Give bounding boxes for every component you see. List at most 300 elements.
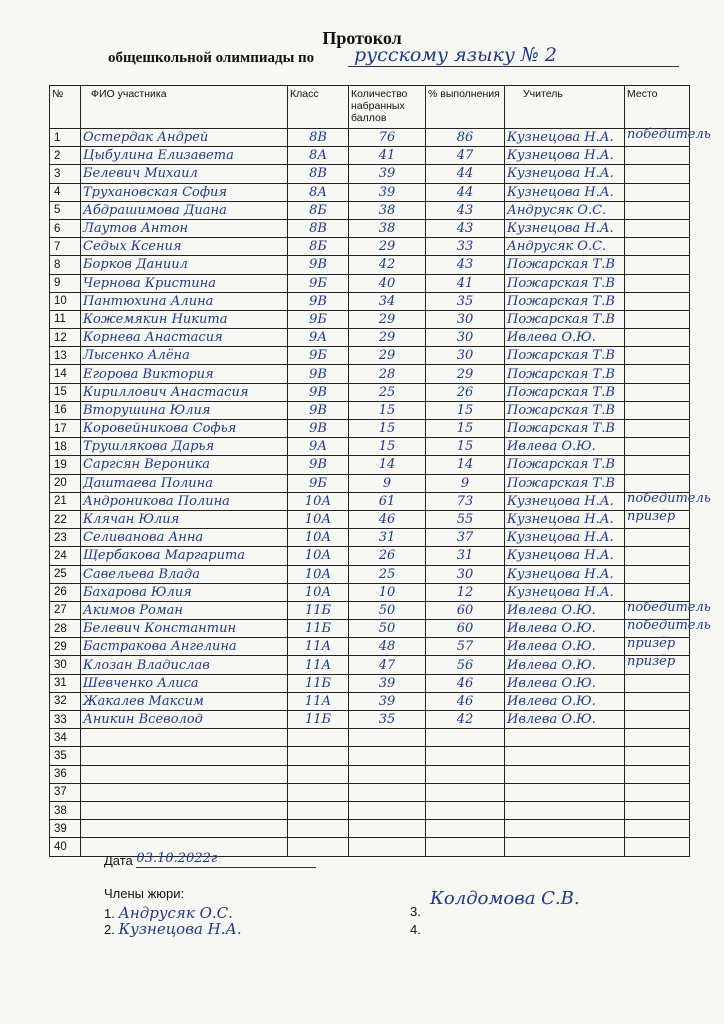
percent-cell: 56 bbox=[426, 656, 505, 674]
teacher-cell: Андрусяк О.С. bbox=[505, 238, 625, 256]
score-cell: 15 bbox=[349, 438, 426, 456]
protocol-subtitle: общешкольной олимпиады по bbox=[108, 50, 315, 66]
teacher-cell: Кузнецова Н.А. bbox=[505, 529, 625, 547]
table-row bbox=[50, 438, 690, 456]
participant-name: Чернова Кристина bbox=[81, 274, 288, 292]
table-row bbox=[50, 456, 690, 474]
teacher-cell: Пожарская Т.В bbox=[505, 256, 625, 274]
table-row bbox=[50, 801, 690, 819]
jury-member-4 bbox=[410, 920, 421, 938]
row-number: 12 bbox=[50, 329, 81, 347]
teacher-cell: Кузнецова Н.А. bbox=[505, 510, 625, 528]
table-row bbox=[50, 347, 690, 365]
row-number: 21 bbox=[50, 492, 81, 510]
score-cell bbox=[349, 765, 426, 783]
participant-name bbox=[81, 801, 288, 819]
participant-name: Пантюхина Алина bbox=[81, 292, 288, 310]
percent-cell: 43 bbox=[426, 219, 505, 237]
participant-name: Седых Ксения bbox=[81, 238, 288, 256]
row-number: 5 bbox=[50, 201, 81, 219]
place-value: призёр bbox=[627, 636, 676, 652]
score-cell: 39 bbox=[349, 165, 426, 183]
place-cell bbox=[625, 127, 711, 147]
class-cell: 8А bbox=[288, 183, 349, 201]
class-cell: 9А bbox=[288, 329, 349, 347]
place-cell bbox=[625, 201, 690, 219]
table-row bbox=[50, 747, 690, 765]
row-number: 37 bbox=[50, 783, 81, 801]
participant-name: Белевич Михаил bbox=[81, 165, 288, 183]
teacher-cell bbox=[505, 820, 625, 838]
score-cell: 40 bbox=[349, 274, 426, 292]
percent-cell: 42 bbox=[426, 711, 505, 729]
score-cell: 29 bbox=[349, 238, 426, 256]
jury-signature: Кузнецова Н.А. bbox=[118, 920, 242, 938]
row-number: 4 bbox=[50, 183, 81, 201]
table-row bbox=[50, 274, 690, 292]
class-cell: 11А bbox=[288, 638, 349, 656]
percent-cell: 15 bbox=[426, 401, 505, 419]
place-cell bbox=[625, 801, 690, 819]
class-cell: 9Б bbox=[288, 474, 349, 492]
teacher-cell: Андрусяк О.С. bbox=[505, 201, 625, 219]
percent-cell bbox=[426, 747, 505, 765]
participant-name: Абдрашимова Диана bbox=[81, 201, 288, 219]
subject-handwritten: русскому языку № 2 bbox=[348, 44, 679, 67]
place-cell bbox=[625, 692, 690, 710]
col-header-number: № bbox=[50, 86, 81, 129]
class-cell: 11А bbox=[288, 656, 349, 674]
class-cell: 9Б bbox=[288, 347, 349, 365]
jury-number: 3. bbox=[410, 904, 421, 919]
participant-name: Щербакова Маргарита bbox=[81, 547, 288, 565]
percent-cell: 60 bbox=[426, 620, 505, 638]
percent-cell: 30 bbox=[426, 347, 505, 365]
place-cell bbox=[625, 147, 690, 165]
teacher-cell: Пожарская Т.В bbox=[505, 401, 625, 419]
row-number: 33 bbox=[50, 711, 81, 729]
participant-name: Андроникова Полина bbox=[81, 492, 288, 510]
col-header-place: Место bbox=[625, 86, 690, 129]
participant-name: Акимов Роман bbox=[81, 601, 288, 619]
place-cell bbox=[625, 529, 690, 547]
score-cell bbox=[349, 783, 426, 801]
score-cell: 10 bbox=[349, 583, 426, 601]
row-number: 7 bbox=[50, 238, 81, 256]
teacher-cell: Ивлева О.Ю. bbox=[505, 674, 625, 692]
place-cell bbox=[625, 638, 690, 656]
table-row bbox=[50, 310, 690, 328]
teacher-cell: Пожарская Т.В bbox=[505, 456, 625, 474]
percent-cell: 9 bbox=[426, 474, 505, 492]
class-cell: 9В bbox=[288, 401, 349, 419]
score-cell: 42 bbox=[349, 256, 426, 274]
place-cell bbox=[625, 656, 690, 674]
teacher-cell bbox=[505, 747, 625, 765]
score-cell: 31 bbox=[349, 529, 426, 547]
teacher-cell: Кузнецова Н.А. bbox=[505, 183, 625, 201]
place-cell bbox=[625, 310, 690, 328]
row-number: 16 bbox=[50, 401, 81, 419]
percent-cell bbox=[426, 729, 505, 747]
table-row bbox=[50, 601, 690, 619]
jury-number: 1. bbox=[104, 906, 115, 921]
score-cell: 46 bbox=[349, 510, 426, 528]
teacher-cell: Кузнецова Н.А. bbox=[505, 129, 625, 147]
participant-name: Трухановская София bbox=[81, 183, 288, 201]
place-value: победитель bbox=[627, 490, 711, 506]
percent-cell bbox=[426, 838, 505, 856]
participant-name: Даштаева Полина bbox=[81, 474, 288, 492]
table-row bbox=[50, 529, 690, 547]
percent-cell: 73 bbox=[426, 492, 505, 510]
table-row bbox=[50, 147, 690, 165]
place-value: победитель bbox=[627, 127, 711, 142]
score-cell: 76 bbox=[349, 129, 426, 147]
teacher-cell: Пожарская Т.В bbox=[505, 274, 625, 292]
jury-number: 4. bbox=[410, 922, 421, 937]
teacher-cell: Пожарская Т.В bbox=[505, 474, 625, 492]
participant-name: Белевич Константин bbox=[81, 620, 288, 638]
place-cell bbox=[625, 838, 690, 856]
class-cell bbox=[288, 801, 349, 819]
class-cell: 10А bbox=[288, 565, 349, 583]
score-cell: 61 bbox=[349, 492, 426, 510]
percent-cell bbox=[426, 783, 505, 801]
row-number: 19 bbox=[50, 456, 81, 474]
score-cell: 38 bbox=[349, 201, 426, 219]
participant-name: Саргсян Вероника bbox=[81, 456, 288, 474]
table-row bbox=[50, 201, 690, 219]
participant-name bbox=[81, 783, 288, 801]
participant-name bbox=[81, 820, 288, 838]
place-value: победитель bbox=[627, 618, 711, 634]
participant-name: Шевченко Алиса bbox=[81, 674, 288, 692]
table-row bbox=[50, 165, 690, 183]
class-cell: 8В bbox=[288, 219, 349, 237]
percent-cell: 31 bbox=[426, 547, 505, 565]
percent-cell: 44 bbox=[426, 165, 505, 183]
row-number: 8 bbox=[50, 256, 81, 274]
participant-name bbox=[81, 765, 288, 783]
percent-cell: 60 bbox=[426, 601, 505, 619]
class-cell: 8А bbox=[288, 147, 349, 165]
row-number: 18 bbox=[50, 438, 81, 456]
score-cell: 9 bbox=[349, 474, 426, 492]
table-row bbox=[50, 620, 690, 638]
participant-name: Кожемякин Никита bbox=[81, 310, 288, 328]
date-label: Дата bbox=[104, 853, 133, 868]
participant-name: Клячан Юлия bbox=[81, 510, 288, 528]
percent-cell: 30 bbox=[426, 565, 505, 583]
place-cell bbox=[625, 292, 690, 310]
score-cell: 50 bbox=[349, 601, 426, 619]
table-header-row bbox=[50, 86, 690, 129]
col-header-teacher: Учитель bbox=[505, 86, 625, 129]
score-cell bbox=[349, 820, 426, 838]
class-cell: 9В bbox=[288, 256, 349, 274]
row-number: 17 bbox=[50, 420, 81, 438]
score-cell bbox=[349, 729, 426, 747]
table-row bbox=[50, 365, 690, 383]
row-number: 25 bbox=[50, 565, 81, 583]
place-cell bbox=[625, 165, 690, 183]
score-cell bbox=[349, 838, 426, 856]
teacher-cell: Ивлева О.Ю. bbox=[505, 329, 625, 347]
table-row bbox=[50, 238, 690, 256]
class-cell bbox=[288, 783, 349, 801]
table-row bbox=[50, 401, 690, 419]
place-cell bbox=[625, 183, 690, 201]
score-cell: 25 bbox=[349, 565, 426, 583]
row-number: 22 bbox=[50, 510, 81, 528]
place-cell bbox=[625, 783, 690, 801]
class-cell bbox=[288, 765, 349, 783]
table-row bbox=[50, 692, 690, 710]
participant-name: Савельева Влада bbox=[81, 565, 288, 583]
score-cell bbox=[349, 801, 426, 819]
protocol-title: Протокол bbox=[322, 28, 402, 48]
place-cell bbox=[625, 365, 690, 383]
percent-cell: 15 bbox=[426, 438, 505, 456]
table-row bbox=[50, 711, 690, 729]
percent-cell: 30 bbox=[426, 310, 505, 328]
participant-name: Бастракова Ангелина bbox=[81, 638, 288, 656]
percent-cell: 44 bbox=[426, 183, 505, 201]
place-cell bbox=[625, 711, 690, 729]
participant-name: Вторушина Юлия bbox=[81, 401, 288, 419]
teacher-cell: Кузнецова Н.А. bbox=[505, 547, 625, 565]
row-number: 20 bbox=[50, 474, 81, 492]
participant-name: Клозан Владислав bbox=[81, 656, 288, 674]
jury-signature-3: Колдомова С.В. bbox=[430, 888, 580, 909]
table-row bbox=[50, 329, 690, 347]
percent-cell: 47 bbox=[426, 147, 505, 165]
class-cell: 11Б bbox=[288, 711, 349, 729]
teacher-cell: Ивлева О.Ю. bbox=[505, 656, 625, 674]
participant-name: Корнева Анастасия bbox=[81, 329, 288, 347]
participant-name: Остердак Андрей bbox=[81, 129, 288, 147]
participant-name: Кириллович Анастасия bbox=[81, 383, 288, 401]
place-cell bbox=[625, 383, 690, 401]
participant-name: Борков Даниил bbox=[81, 256, 288, 274]
table-row bbox=[50, 583, 690, 601]
row-number: 14 bbox=[50, 365, 81, 383]
place-cell bbox=[625, 747, 690, 765]
jury-signature: Андрусяк О.С. bbox=[118, 904, 233, 922]
teacher-cell: Пожарская Т.В bbox=[505, 292, 625, 310]
percent-cell: 33 bbox=[426, 238, 505, 256]
table-row bbox=[50, 256, 690, 274]
row-number: 6 bbox=[50, 219, 81, 237]
class-cell: 11Б bbox=[288, 601, 349, 619]
class-cell: 10А bbox=[288, 510, 349, 528]
score-cell: 29 bbox=[349, 329, 426, 347]
row-number: 39 bbox=[50, 820, 81, 838]
score-cell bbox=[349, 747, 426, 765]
score-cell: 25 bbox=[349, 383, 426, 401]
teacher-cell: Ивлева О.Ю. bbox=[505, 711, 625, 729]
place-cell bbox=[625, 599, 711, 619]
class-cell: 9В bbox=[288, 292, 349, 310]
participant-name: Аникин Всеволод bbox=[81, 711, 288, 729]
jury-number: 2. bbox=[104, 922, 115, 937]
score-cell: 38 bbox=[349, 219, 426, 237]
percent-cell: 46 bbox=[426, 674, 505, 692]
class-cell: 11Б bbox=[288, 620, 349, 638]
teacher-cell: Пожарская Т.В bbox=[505, 420, 625, 438]
table-row bbox=[50, 656, 690, 674]
participant-name: Коровейникова Софья bbox=[81, 420, 288, 438]
class-cell bbox=[288, 747, 349, 765]
col-header-score: Количество набранных баллов bbox=[349, 86, 426, 129]
row-number: 23 bbox=[50, 529, 81, 547]
score-cell: 39 bbox=[349, 692, 426, 710]
score-cell: 47 bbox=[349, 656, 426, 674]
jury-label: Члены жюри: bbox=[104, 886, 185, 901]
class-cell: 10А bbox=[288, 529, 349, 547]
score-cell: 41 bbox=[349, 147, 426, 165]
place-cell bbox=[625, 219, 690, 237]
row-number: 28 bbox=[50, 620, 81, 638]
score-cell: 50 bbox=[349, 620, 426, 638]
teacher-cell: Ивлева О.Ю. bbox=[505, 620, 625, 638]
class-cell: 8Б bbox=[288, 201, 349, 219]
participant-name: Лаутов Антон bbox=[81, 219, 288, 237]
teacher-cell: Кузнецова Н.А. bbox=[505, 565, 625, 583]
teacher-cell: Ивлева О.Ю. bbox=[505, 692, 625, 710]
row-number: 3 bbox=[50, 165, 81, 183]
teacher-cell: Пожарская Т.В bbox=[505, 347, 625, 365]
teacher-cell: Пожарская Т.В bbox=[505, 310, 625, 328]
table-row bbox=[50, 492, 690, 510]
teacher-cell: Пожарская Т.В bbox=[505, 365, 625, 383]
percent-cell: 43 bbox=[426, 201, 505, 219]
table-row bbox=[50, 820, 690, 838]
percent-cell: 30 bbox=[426, 329, 505, 347]
participant-name bbox=[81, 747, 288, 765]
score-cell: 29 bbox=[349, 347, 426, 365]
teacher-cell bbox=[505, 838, 625, 856]
percent-cell: 12 bbox=[426, 583, 505, 601]
percent-cell bbox=[426, 820, 505, 838]
row-number: 40 bbox=[50, 838, 81, 856]
percent-cell: 35 bbox=[426, 292, 505, 310]
class-cell: 9В bbox=[288, 420, 349, 438]
teacher-cell: Ивлева О.Ю. bbox=[505, 438, 625, 456]
participant-name: Бахарова Юлия bbox=[81, 583, 288, 601]
class-cell: 8Б bbox=[288, 238, 349, 256]
row-number: 30 bbox=[50, 656, 81, 674]
row-number: 15 bbox=[50, 383, 81, 401]
table-row bbox=[50, 383, 690, 401]
row-number: 10 bbox=[50, 292, 81, 310]
participant-name: Егорова Виктория bbox=[81, 365, 288, 383]
table-row bbox=[50, 129, 690, 147]
row-number: 1 bbox=[50, 129, 81, 147]
col-header-name: ФИО участника bbox=[81, 86, 288, 129]
percent-cell: 15 bbox=[426, 420, 505, 438]
place-cell bbox=[625, 565, 690, 583]
table-row bbox=[50, 674, 690, 692]
class-cell: 9В bbox=[288, 383, 349, 401]
table-row bbox=[50, 474, 690, 492]
table-row bbox=[50, 420, 690, 438]
class-cell: 10А bbox=[288, 492, 349, 510]
place-value: призёр bbox=[627, 508, 676, 524]
place-cell bbox=[625, 674, 690, 692]
row-number: 26 bbox=[50, 583, 81, 601]
subtitle-row bbox=[108, 44, 673, 72]
row-number: 34 bbox=[50, 729, 81, 747]
table-row bbox=[50, 510, 690, 528]
place-value: победитель bbox=[627, 599, 711, 615]
teacher-cell bbox=[505, 765, 625, 783]
percent-cell: 37 bbox=[426, 529, 505, 547]
place-value: призёр bbox=[627, 654, 676, 670]
percent-cell: 14 bbox=[426, 456, 505, 474]
place-cell bbox=[625, 820, 690, 838]
place-cell bbox=[625, 474, 690, 492]
row-number: 2 bbox=[50, 147, 81, 165]
row-number: 31 bbox=[50, 674, 81, 692]
place-cell bbox=[625, 456, 690, 474]
score-cell: 35 bbox=[349, 711, 426, 729]
class-cell bbox=[288, 820, 349, 838]
participant-name bbox=[81, 729, 288, 747]
jury-member-3 bbox=[410, 904, 421, 919]
table-row bbox=[50, 219, 690, 237]
teacher-cell bbox=[505, 729, 625, 747]
class-cell: 9А bbox=[288, 438, 349, 456]
percent-cell: 57 bbox=[426, 638, 505, 656]
percent-cell: 26 bbox=[426, 383, 505, 401]
col-header-class: Класс bbox=[288, 86, 349, 129]
score-cell: 26 bbox=[349, 547, 426, 565]
row-number: 29 bbox=[50, 638, 81, 656]
table-row bbox=[50, 783, 690, 801]
participant-name: Цыбулина Елизавета bbox=[81, 147, 288, 165]
table-row bbox=[50, 547, 690, 565]
percent-cell: 29 bbox=[426, 365, 505, 383]
percent-cell: 41 bbox=[426, 274, 505, 292]
class-cell: 9В bbox=[288, 365, 349, 383]
jury-member-2 bbox=[104, 920, 242, 938]
score-cell: 39 bbox=[349, 183, 426, 201]
class-cell: 8В bbox=[288, 165, 349, 183]
place-cell bbox=[625, 347, 690, 365]
score-cell: 29 bbox=[349, 310, 426, 328]
place-cell bbox=[625, 765, 690, 783]
score-cell: 15 bbox=[349, 420, 426, 438]
class-cell: 9В bbox=[288, 456, 349, 474]
date-row bbox=[104, 851, 316, 868]
percent-cell: 55 bbox=[426, 510, 505, 528]
participant-name: Трушлякова Дарья bbox=[81, 438, 288, 456]
class-cell: 11Б bbox=[288, 674, 349, 692]
row-number: 24 bbox=[50, 547, 81, 565]
results-table bbox=[49, 85, 711, 857]
percent-cell: 86 bbox=[426, 129, 505, 147]
teacher-cell: Кузнецова Н.А. bbox=[505, 219, 625, 237]
table-row bbox=[50, 292, 690, 310]
participant-name: Лысенко Алёна bbox=[81, 347, 288, 365]
score-cell: 28 bbox=[349, 365, 426, 383]
row-number: 13 bbox=[50, 347, 81, 365]
teacher-cell: Кузнецова Н.А. bbox=[505, 147, 625, 165]
class-cell: 10А bbox=[288, 547, 349, 565]
percent-cell: 43 bbox=[426, 256, 505, 274]
